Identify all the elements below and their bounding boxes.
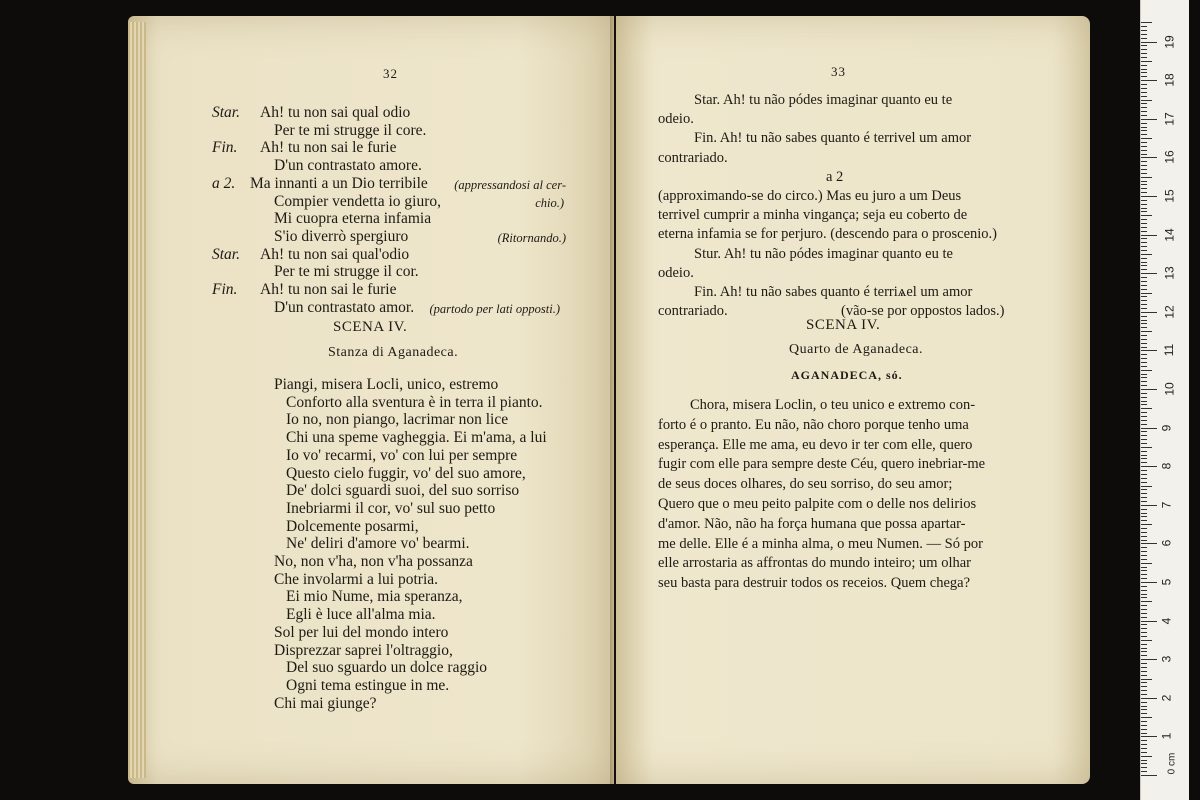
ruler-tick [1141,130,1147,131]
ruler-tick [1141,516,1147,517]
verse-line: Io no, non piango, lacrimar non lice [286,411,509,429]
ruler-tick [1141,339,1147,340]
ruler-tick [1141,582,1157,583]
ruler-tick [1141,501,1147,502]
ruler-tick [1141,223,1147,224]
right-page [616,16,1090,784]
verse-line: Ogni tema estingue in me. [286,676,450,694]
dialogue-line: Mi cuopra eterna infamia [274,210,432,228]
ruler-tick [1141,443,1147,444]
page-number: 32 [383,66,398,81]
ruler-tick [1141,698,1157,699]
ruler-tick [1141,254,1152,255]
prose-line: seu basta para destruir todos os receios. Quem chega? [658,575,971,592]
ruler-tick [1141,393,1147,394]
ruler-tick [1141,293,1152,294]
dialogue-line: terrivel cumprir a minha vingança; seja eu coberto de [658,207,968,224]
ruler-tick [1141,150,1147,151]
ruler-tick [1141,408,1152,409]
ruler-tick [1141,760,1147,761]
dialogue-line: Ah! tu non sai qual'odio [260,245,410,263]
ruler-tick [1141,648,1147,649]
ruler-tick [1141,350,1157,351]
dialogue-line: Ah! tu non sai le furie [260,139,397,157]
ruler-tick [1141,744,1147,745]
ruler-tick [1141,420,1147,421]
ruler-tick [1141,262,1147,263]
ruler-tick [1141,196,1157,197]
ruler-tick [1141,455,1147,456]
ruler-tick [1141,308,1147,309]
ruler-tick [1141,119,1157,120]
ruler-tick [1141,273,1157,274]
verse-line: Che involarmi a lui potria. [274,570,439,588]
ruler-tick [1141,327,1147,328]
ruler-tick [1141,675,1147,676]
dialogue-line: D'un contrastato amore. [274,157,422,175]
ruler-tick [1141,381,1147,382]
verse-line: Chi mai giunge? [274,694,377,712]
ruler-number: 17 [1162,112,1177,126]
ruler-unit-label: 0 cm [1166,752,1178,775]
ruler-number: 8 [1159,462,1174,470]
ruler-tick [1141,709,1147,710]
ruler-tick [1141,628,1147,629]
ruler-tick [1141,296,1147,297]
ruler-tick [1141,655,1147,656]
stage-direction: (appressandosi al cer- [454,177,566,192]
ruler-tick [1141,142,1147,143]
ruler-tick [1141,466,1157,467]
ruler-tick [1141,100,1152,101]
ruler-tick [1141,597,1147,598]
dialogue-line: (vão-se por oppostos lados.) [841,303,1005,320]
ruler-tick [1141,605,1147,606]
measuring-ruler [1140,0,1189,800]
dialogue-line: S'io diverrò spergiuro [274,227,409,245]
ruler-tick [1141,397,1147,398]
stage-direction: (Ritornando.) [497,230,566,245]
ruler-tick [1141,489,1147,490]
ruler-tick [1141,138,1152,139]
ruler-tick [1141,65,1147,66]
ruler-tick [1141,304,1147,305]
ruler-tick [1141,107,1147,108]
ruler-tick [1141,416,1147,417]
verse-line: Io vo' recarmi, vo' con lui per sempre [286,446,518,464]
ruler-tick [1141,740,1147,741]
ruler-tick [1141,385,1147,386]
ruler-tick [1141,80,1157,81]
ruler-tick [1141,204,1147,205]
stage-direction: chio.) [535,195,564,210]
ruler-tick [1141,717,1152,718]
dialogue-line: odeio. [658,264,694,281]
ruler-tick [1141,509,1147,510]
ruler-tick [1141,721,1147,722]
ruler-tick [1141,49,1147,50]
ruler-tick [1141,613,1147,614]
verse-line: Questo cielo fuggir, vo' del suo amore, [286,464,526,482]
ruler-tick [1141,478,1147,479]
dialogue-line: Compier vendetta io giuro, [274,192,442,210]
ruler-tick [1141,312,1157,313]
ruler-tick [1141,84,1147,85]
ruler-tick [1141,671,1147,672]
verse-line: Egli è luce all'alma mia. [286,606,436,624]
ruler-tick [1141,578,1147,579]
page-edges [128,22,146,778]
dialogue-line: (approximando-se do circo.) Mas eu juro a um Deus [658,188,962,204]
dialogue-line: Ah! tu non sai qual odio [260,104,411,121]
ruler-tick [1141,486,1152,487]
ruler-tick [1141,567,1147,568]
ruler-tick [1141,706,1147,707]
ruler-tick [1141,53,1147,54]
stage-direction: (partodo per lati opposti.) [429,301,560,316]
ruler-tick [1141,181,1147,182]
ruler-tick [1141,458,1147,459]
ruler-number: 16 [1162,150,1177,165]
ruler-tick [1141,374,1147,375]
dialogue-line: a 2 [826,168,844,185]
ruler-tick [1141,161,1147,162]
dialogue-line: Fin. Ah! tu não sabes quanto é terrivel um amor [694,130,972,147]
ruler-tick [1141,238,1147,239]
speaker-label: Star. [212,245,240,263]
verse-line: Disprezzar saprei l'oltraggio, [274,641,453,659]
page-number: 33 [831,64,846,79]
ruler-tick [1141,362,1147,363]
ruler-tick [1141,281,1147,282]
ruler-tick [1141,165,1147,166]
ruler-number: 7 [1159,501,1174,509]
ruler-number: 5 [1159,578,1174,586]
ruler-tick [1141,713,1147,714]
verse-line: Ne' deliri d'amore vo' bearmi. [286,535,470,553]
ruler-tick [1141,632,1147,633]
ruler-tick [1141,736,1157,737]
ruler-number: 14 [1162,227,1177,242]
ruler-tick [1141,640,1152,641]
ruler-tick [1141,451,1147,452]
ruler-tick [1141,377,1147,378]
ruler-number: 3 [1159,655,1174,663]
ruler-tick [1141,617,1147,618]
ruler-tick [1141,555,1147,556]
speaker-label: Fin. [212,281,238,298]
ruler-tick [1141,22,1152,23]
ruler-tick [1141,134,1147,135]
dialogue-line: contrariado. [658,149,728,166]
prose-line: fugir com elle para sempre deste Céu, quero inebriar-me [658,456,986,473]
ruler-number: 10 [1162,382,1177,396]
ruler-tick [1141,30,1147,31]
verse-line: Sol per lui del mondo intero [274,623,449,641]
ruler-tick [1141,57,1147,58]
verse-line: Chi una speme vagheggia. Ei m'ama, a lui [286,429,547,447]
ruler-tick [1141,524,1152,525]
ruler-tick [1141,763,1147,764]
ruler-tick [1141,559,1147,560]
ruler-tick [1141,412,1147,413]
ruler-tick [1141,115,1147,116]
ruler-tick [1141,470,1147,471]
ruler-tick [1141,401,1147,402]
ruler-tick [1141,574,1147,575]
ruler-tick [1141,431,1147,432]
ruler-tick [1141,729,1147,730]
ruler-tick [1141,258,1147,259]
ruler-tick [1141,61,1152,62]
ruler-number: 11 [1162,344,1177,357]
ruler-tick [1141,173,1147,174]
ruler-tick [1141,358,1147,359]
ruler-tick [1141,733,1147,734]
prose-line: de seus doces olhares, do seu sorriso, do seu amor; [658,476,953,493]
ruler-tick [1141,621,1157,622]
ruler-tick [1141,34,1147,35]
speaker-label: Star. [212,104,240,121]
ruler-tick [1141,636,1147,637]
ruler-tick [1141,520,1147,521]
ruler-tick [1141,624,1147,625]
ruler-tick [1141,157,1157,158]
ruler-number: 18 [1162,73,1177,87]
ruler-tick [1141,289,1147,290]
speaker-label: Fin. [212,139,238,157]
ruler-tick [1141,594,1147,595]
ruler-tick [1141,192,1147,193]
ruler-tick [1141,227,1147,228]
ruler-tick [1141,435,1147,436]
ruler-number: 6 [1159,540,1174,547]
scene-title: SCENA IV. [806,317,881,333]
ruler-tick [1141,474,1147,475]
ruler-tick [1141,347,1147,348]
ruler-tick [1141,536,1147,537]
ruler-number: 9 [1159,424,1174,431]
ruler-tick [1141,320,1147,321]
ruler-tick [1141,316,1147,317]
ruler-tick [1141,570,1147,571]
verse-line: Del suo sguardo un dolce raggio [286,659,488,677]
ruler-tick [1141,300,1147,301]
ruler-tick [1141,269,1147,270]
ruler-tick [1141,370,1152,371]
verse-line: No, non v'ha, non v'ha possanza [274,553,473,570]
prose-line: me delle. Elle é a minha alma, o meu Numen. — Só por [658,535,983,552]
ruler-tick [1141,127,1147,128]
ruler-tick [1141,26,1147,27]
ruler-tick [1141,123,1147,124]
ruler-tick [1141,748,1147,749]
ruler-tick [1141,331,1152,332]
ruler-tick [1141,285,1147,286]
ruler-tick [1141,323,1147,324]
ruler-tick [1141,96,1147,97]
ruler-tick [1141,42,1157,43]
dialogue-line: eterna infamia se for perjuro. (descendo para o proscenio.) [658,226,997,243]
dialogue-line: Per te mi strugge il core. [274,121,427,139]
ruler-tick [1141,682,1147,683]
verse-line: De' dolci sguardi suoi, del suo sorriso [286,482,520,500]
ruler-number: 19 [1162,34,1177,49]
ruler-tick [1141,547,1147,548]
ruler-tick [1141,235,1157,236]
ruler-number: 2 [1159,694,1174,702]
ruler-tick [1141,389,1157,390]
dialogue-line: Ma innanti a un Dio terribile [250,174,428,192]
ruler-tick [1141,644,1147,645]
ruler-tick [1141,146,1147,147]
ruler-tick [1141,211,1147,212]
ruler-tick [1141,551,1147,552]
ruler-number: 4 [1159,617,1174,624]
ruler-tick [1141,505,1157,506]
ruler-tick [1141,184,1147,185]
ruler-tick [1141,663,1147,664]
ruler-tick [1141,497,1147,498]
ruler-tick [1141,111,1147,112]
ruler-tick [1141,532,1147,533]
ruler-tick [1141,72,1147,73]
dialogue-line: contrariado. [658,303,728,320]
ruler-tick [1141,219,1147,220]
ruler-tick [1141,208,1147,209]
ruler-tick [1141,38,1147,39]
ruler-tick [1141,686,1147,687]
verse-line: Conforto alla sventura è in terra il pianto. [286,393,543,411]
prose-line: elle arrostaria as affrontas do mundo inteiro; um olhar [658,555,971,572]
dialogue-line: Ah! tu non sai le furie [260,281,397,298]
ruler-tick [1141,775,1157,776]
ruler-tick [1141,439,1147,440]
left-page [128,16,614,784]
verse-line: Piangi, misera Locli, unico, estremo [274,376,499,393]
ruler-tick [1141,69,1147,70]
verse-line: Inebriarmi il cor, vo' sul suo petto [286,499,496,517]
ruler-tick [1141,250,1147,251]
dialogue-line: Star. Ah! tu não pódes imaginar quanto eu te [694,92,953,108]
ruler-tick [1141,447,1152,448]
ruler-tick [1141,513,1147,514]
ruler-tick [1141,246,1147,247]
ruler-tick [1141,590,1147,591]
ruler-number: 15 [1162,189,1177,203]
scene-title: SCENA IV. [333,319,408,335]
ruler-tick [1141,563,1152,564]
ruler-tick [1141,88,1147,89]
ruler-tick [1141,76,1147,77]
ruler-tick [1141,540,1147,541]
prose-line: Quero que o meu peito palpite com o delle nos delirios [658,496,977,512]
prose-line: esperança. Elle me ama, eu devo ir ter com elle, quero [658,436,973,453]
ruler-tick [1141,343,1147,344]
ruler-tick [1141,92,1147,93]
prose-line: Chora, misera Loclin, o teu unico e extremo con- [690,397,976,413]
speaker-label: a 2. [212,174,236,192]
ruler-tick [1141,690,1147,691]
ruler-tick [1141,667,1147,668]
scene-place: Quarto de Aganadeca. [789,342,923,357]
verse-line: Ei mio Nume, mia speranza, [286,588,463,606]
ruler-number: 12 [1162,305,1177,319]
ruler-tick [1141,242,1147,243]
ruler-tick [1141,200,1147,201]
ruler-tick [1141,366,1147,367]
ruler-tick [1141,45,1147,46]
ruler-tick [1141,694,1147,695]
ruler-tick [1141,767,1147,768]
ruler-tick [1141,543,1157,544]
ruler-tick [1141,103,1147,104]
scene-place: Stanza di Aganadeca. [328,345,459,360]
ruler-tick [1141,601,1152,602]
ruler-tick [1141,154,1147,155]
ruler-tick [1141,215,1152,216]
ruler-tick [1141,335,1147,336]
prose-line: forto é o pranto. Eu não, não choro porque tenho uma [658,416,969,433]
verse-line: Dolcemente posarmi, [286,517,419,535]
ruler-tick [1141,404,1147,405]
ruler-tick [1141,231,1147,232]
ruler-tick [1141,659,1157,660]
ruler-tick [1141,609,1147,610]
dialogue-line: D'un contrastato amor. [274,298,415,316]
ruler-tick [1141,771,1147,772]
ruler-tick [1141,679,1152,680]
ruler-tick [1141,188,1147,189]
prose-line: d'amor. Não, não ha força humana que possa apartar- [658,515,966,532]
ruler-tick [1141,277,1147,278]
ruler-number: 13 [1162,266,1177,280]
dialogue-line: odeio. [658,111,694,128]
ruler-tick [1141,493,1147,494]
ruler-tick [1141,462,1147,463]
ruler-tick [1141,482,1147,483]
dialogue-line: Stur. Ah! tu não pódes imaginar quanto eu te [694,245,953,262]
ruler-tick [1141,651,1147,652]
ruler-tick [1141,424,1147,425]
ruler-tick [1141,752,1147,753]
ruler-tick [1141,354,1147,355]
ruler-tick [1141,528,1147,529]
ruler-number: 1 [1159,733,1174,740]
ruler-tick [1141,725,1147,726]
ruler-tick [1141,702,1147,703]
ruler-tick [1141,586,1147,587]
character-heading: AGANADECA, só. [791,368,903,382]
ruler-tick [1141,265,1147,266]
open-book [128,16,1090,784]
ruler-tick [1141,756,1152,757]
ruler-tick [1141,169,1147,170]
dialogue-line: Fin. Ah! tu não sabes quanto é terriѧel um amor [694,284,973,300]
ruler-tick [1141,177,1152,178]
dialogue-line: Per te mi strugge il cor. [274,263,419,281]
ruler-tick [1141,428,1157,429]
